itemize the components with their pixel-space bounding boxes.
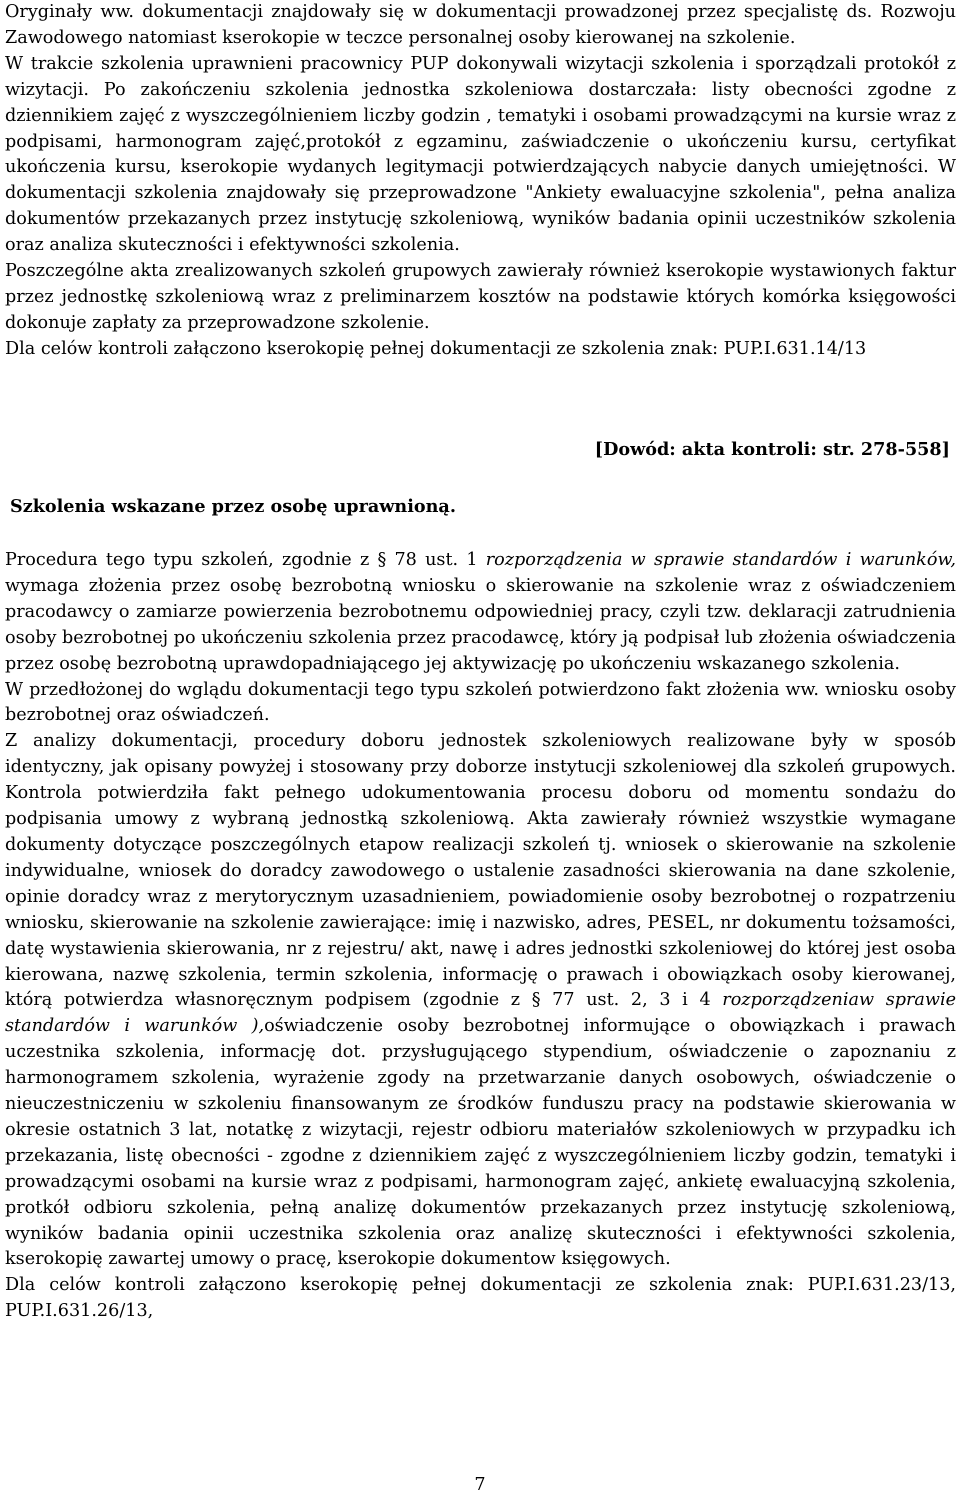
procedure-text-b: wymaga złożenia przez osobę bezrobotną wniosku o skierowanie na szkolenie wraz z oświadczeniem pracodawcy o zamiarze powierzenia bezrobotnemu odpowiedniej pracy, czyli tzw. deklaracji zatrudnienia osoby bezrobotnej po ukończeniu szkolenia przez pracodawcę, który ją podpisał lub złożenia oświadczenia przez osobę bezrobotną uprawdopadniającego jej aktywizację po ukończeniu wskazanego szkolenia. — [5, 575, 956, 674]
evidence-reference: [Dowód: akta kontroli: str. 278-558] — [594, 439, 950, 460]
paragraph-invoices: Poszczególne akta zrealizowanych szkoleń grupowych zawierały również kserokopie wystawionych faktur przez jednostkę szkoleniową wraz z preliminarzem kosztów na podstawie których komórka księgowości dokonuje zapłaty za przeprowadzone szkolenie. — [5, 261, 956, 333]
analysis-text-a: Z analizy dokumentacji, procedury doboru jednostek szkoleniowych realizowane były w sposób identyczny, jak opisany powyżej i stosowany przy doborze instytucji szkoleniowej dla szkoleń grupowych. Kontrola potwierdziła fakt pełnego udokumentowania procesu doboru od momentu sondażu do podpisania umowy z wybraną jednostką szkoleniową. Akta zawierały również wszystkie wymagane dokumenty dotyczące poszczególnych etapow realizacji szkoleń tj. wniosek o skierowanie na szkolenie indywidualne, wniosek do doradcy zawodowego o ustalenie zasadności skierowania na dane szkolenie, opinie doradcy wraz z merytorycznym uzasadnieniem, powiadomienie osoby bezrobotnej o rozpatrzeniu wniosku, skierowanie na szkolenie zawierające: imię i nazwisko, adres, PESEL, nr dokumentu tożsamości, datę wystawienia skierowania, nr z rejestru/ akt, nawę i adres jednostki szkoleniowej do której jest osoba kierowana, nazwę szkolenia, termin szkolenia, informację o prawach i obowiązkach osoby kierowanej, którą potwierdza własnoręcznym podpisem (zgodnie z § 77 ust. 2, 3 i 4 — [5, 731, 956, 1011]
paragraph-attachment-1: Dla celów kontroli załączono kserokopię pełnej dokumentacji ze szkolenia znak: PUP.I.631.14/13 — [5, 338, 867, 359]
paragraph-attachment-2: Dla celów kontroli załączono kserokopię pełnej dokumentacji ze szkolenia znak: PUP.I.631.23/13, PUP.I.631.26/13, — [5, 1275, 956, 1322]
paragraph-analysis — [5, 729, 956, 1273]
section-heading: Szkolenia wskazane przez osobę uprawnioną. — [10, 496, 456, 517]
paragraph-procedure — [5, 548, 956, 678]
paragraph-visits: W trakcie szkolenia uprawnieni pracownicy PUP dokonywali wizytacji szkolenia i sporządzali protokół z wizytacji. Po zakończeniu szkolenia jednostka szkoleniowa dostarczała: listy obecności zgodne z dziennikiem zajęć z wyszczególnieniem liczby godzin , tematyki i osobami prowadzącymi na kursie wraz z podpisami, harmonogram zajęć,protokół z egzaminu, zaświadczenie o ukończeniu kursu, certyfikat ukończenia kursu, kserokopie wydanych legitymacji potwierdzających nabycie danych umiejętności. W dokumentacji szkolenia znajdowały się przeprowadzone "Ankiety ewaluacyjne szkolenia", pełna analiza dokumentów przekazanych przez instytucję szkoleniową, wyników badania opinii uczestników szkolenia oraz analiza skuteczności i efektywności szkolenia. — [5, 53, 956, 256]
page-number: 7 — [474, 1475, 486, 1495]
paragraph-originals: Oryginały ww. dokumentacji znajdowały się w dokumentacji prowadzonej przez specjalistę ds. Rozwoju Zawodowego natomiast kserokopie w teczce personalnej osoby kierowanej na szkolenie. — [5, 2, 956, 48]
regulation-citation-2: rozporządzeniaw sprawie standardów i warunków ), — [5, 990, 956, 1037]
paragraph-confirmation: W przedłożonej do wglądu dokumentacji tego typu szkoleń potwierdzono fakt złożenia ww. wniosku osoby bezrobotnej oraz oświadczeń. — [5, 679, 956, 726]
section-individual-trainings — [5, 548, 956, 1325]
analysis-text-b: oświadczenie osoby bezrobotnej informujące o obowiązkach i prawach uczestnika szkolenia, informację dot. przysługującego stypendium, oświadczenie o zapoznaniu z harmonogramem szkolenia, wyrażenie zgody na przetwarzanie danych osobowych, oświadczenie o nieuczestniczeniu w szkoleniu finansowanym ze środków funduszu pracy na podstawie skierowania w okresie ostatnich 3 lat, notatkę z wizytacji, rejestr odbioru materiałów szkoleniowych w przypadku ich przekazania, listę obecności - zgodne z dziennikiem zajęć z wyszczególnieniem liczby godzin, tematyki i prowadzącymi osobami na kursie wraz z podpisami, harmonogram zajęć, ankietę ewaluacyjną szkolenia, protkół odbioru szkolenia, pełną analizę dokumentów przekazanych przez instytucję szkoleniową, wyników badania opinii uczestnika szkolenia oraz analizę skuteczności i efektywności szkolenia, kserokopię zawartej umowy o pracę, kserokopie dokumentow księgowych. — [5, 1016, 956, 1270]
section-group-trainings — [5, 0, 956, 363]
procedure-text-a: Procedura tego typu szkoleń, zgodnie z § 78 ust. 1 — [5, 550, 486, 570]
regulation-citation: rozporządzenia w sprawie standardów i warunków, — [485, 550, 957, 570]
